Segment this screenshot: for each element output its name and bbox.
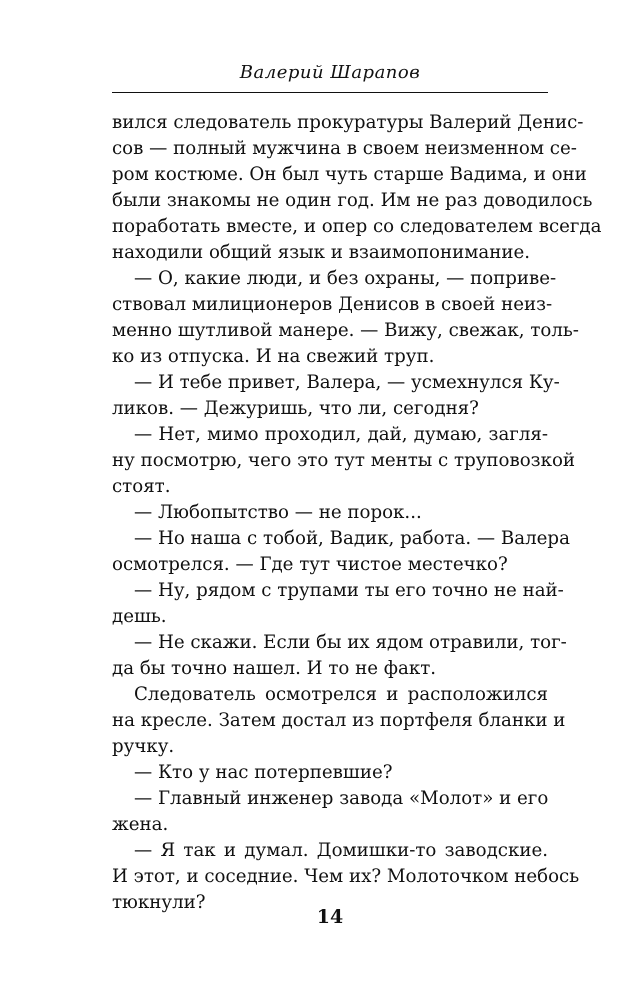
text-line: стоят.: [112, 476, 171, 497]
running-header-author: Валерий Шарапов: [239, 62, 421, 83]
text-line: — Я так и думал. Домишки-то заводские.: [134, 840, 548, 861]
text-line: осмотрелся. — Где тут чистое местечко?: [112, 554, 508, 575]
text-line: — О, какие люди, и без охраны, — поприве-: [134, 268, 557, 289]
text-line: Следователь осмотрелся и расположился: [134, 684, 548, 705]
text-line: находили общий язык и взаимопонимание.: [112, 242, 531, 263]
text-line: ром костюме. Он был чуть старше Вадима, и они: [112, 164, 587, 185]
text-line: на кресле. Затем достал из портфеля бланки и: [112, 710, 566, 731]
text-line: — Кто у нас потерпевшие?: [134, 762, 393, 783]
text-line: дешь.: [112, 606, 167, 627]
text-line: тюкнули?: [112, 892, 206, 913]
text-line: вился следователь прокуратуры Валерий Денис-: [112, 112, 584, 133]
text-line: — Ну, рядом с трупами ты его точно не най-: [134, 580, 564, 601]
text-line: поработать вместе, и опер со следователем всегда: [112, 216, 602, 237]
text-line: — Нет, мимо проходил, дай, думаю, загля-: [134, 424, 548, 445]
text-line: были знакомы не один год. Им не раз доводилось: [112, 190, 593, 211]
text-line: менно шутливой манере. — Вижу, свежак, толь-: [112, 320, 579, 341]
page-number: 14: [316, 906, 344, 928]
text-line: ко из отпуска. И на свежий труп.: [112, 346, 435, 367]
text-line: — И тебе привет, Валера, — усмехнулся Ку-: [134, 372, 560, 393]
text-line: ну посмотрю, чего это тут менты с труповозкой: [112, 450, 576, 471]
text-line: ликов. — Дежуришь, что ли, сегодня?: [112, 398, 479, 419]
text-line: — Главный инженер завода «Молот» и его: [134, 788, 549, 809]
body-text: [112, 110, 602, 916]
text-line: да бы точно нашел. И то не факт.: [112, 658, 437, 679]
text-line: — Любопытство — не порок...: [134, 502, 422, 523]
text-line: сов — полный мужчина в своем неизменном се-: [112, 138, 577, 159]
text-line: ствовал милиционеров Денисов в своей неиз-: [112, 294, 553, 315]
header-rule: [112, 92, 548, 93]
text-line: — Но наша с тобой, Вадик, работа. — Валера: [134, 528, 570, 549]
text-line: жена.: [112, 814, 169, 835]
text-line: — Не скажи. Если бы их ядом отравили, тог-: [134, 632, 567, 653]
text-line: ручку.: [112, 736, 175, 757]
text-line: И этот, и соседние. Чем их? Молоточком небось: [112, 866, 580, 887]
